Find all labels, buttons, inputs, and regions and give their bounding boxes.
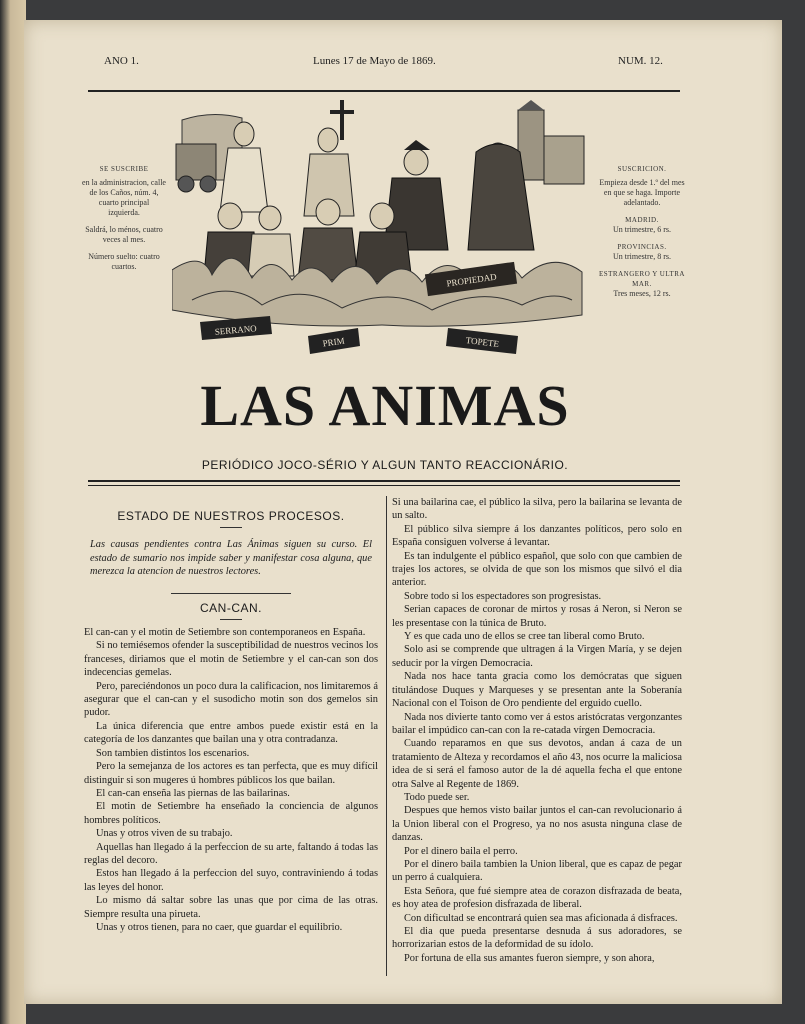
article-paragraph: Despues que hemos visto bailar juntos el can-can revolucionario á la Union liberal con el Progreso, ya no nos asusta ninguna clase de danzas. bbox=[392, 805, 682, 844]
sidebar-right-heading: SUSCRICION. bbox=[617, 165, 667, 173]
masthead-number: NUM. 12. bbox=[618, 55, 663, 67]
sidebar-right-note: Empieza desde 1.º del mes en que se haga. Importe adelantado. bbox=[599, 178, 685, 207]
article-paragraph: El can-can enseña las piernas de las bailarinas. bbox=[96, 787, 290, 799]
article-paragraph: Unas y otros viven de su trabajo. bbox=[96, 828, 233, 840]
newspaper-subtitle: PERIÓDICO JOCO-SÉRIO Y ALGUN TANTO REACCIONÁRIO. bbox=[201, 458, 569, 472]
engraving-figures bbox=[204, 122, 534, 282]
abroad-label: ESTRANGERO Y ULTRA MAR. bbox=[598, 270, 685, 288]
sidebar-left-address: en la administracion, calle de los Caños, núm. 4, cuarto principal izquierda. bbox=[82, 178, 166, 217]
provinces-label: PROVINCIAS. bbox=[617, 243, 667, 251]
book-label: PROPIEDAD bbox=[445, 271, 498, 289]
article-paragraph: Unas y otros tienen, para no caer, que guardar el equilibrio. bbox=[96, 921, 343, 933]
sidebar-left bbox=[82, 164, 166, 279]
banner-topete: TOPETE bbox=[465, 335, 500, 350]
left-column bbox=[84, 496, 378, 934]
article-paragraph: El can-can y el motin de Setiembre son contemporaneos en España. bbox=[84, 627, 366, 639]
banner-prim: PRIM bbox=[321, 335, 346, 349]
article-paragraph: El dia que pueda presentarse desnuda á sus adoradores, se horrorizarian estos de la deformidad de su ídolo. bbox=[392, 926, 682, 951]
book-binding bbox=[0, 0, 26, 1024]
article-paragraph: Aquellas han llegado á la perfeccion de su arte, faltando á todas las reglas del decoro. bbox=[84, 841, 378, 866]
newspaper-title: LAS ANIMAS bbox=[200, 373, 570, 438]
article-paragraph: Si una bailarina cae, el público la silva, pero la bailarina se levanta de un salto. bbox=[392, 497, 682, 522]
right-column bbox=[392, 496, 682, 965]
banner-serrano: SERRANO bbox=[214, 323, 258, 337]
sidebar-left-price: Número suelto: cuatro cuartos. bbox=[88, 252, 160, 271]
masthead-date: Lunes 17 de Mayo de 1869. bbox=[313, 55, 436, 67]
heading-dash bbox=[220, 619, 242, 620]
provinces-price: Un trimestre, 8 rs. bbox=[613, 252, 671, 261]
article-paragraph: Y es que cada uno de ellos se cree tan liberal como Bruto. bbox=[404, 631, 645, 643]
article-paragraph: Por el dinero baila tambien la Union liberal, que es capaz de pegar un perro á cualquiera. bbox=[392, 858, 682, 884]
article-paragraph: Solo asi se comprende que ultragen á la Virgen María, y se dejen seducir por la vírgen Democracia. bbox=[392, 644, 682, 669]
article-paragraph: Nada nos divierte tanto como ver á estos aristócratas vergonzantes bailar el impúdico can-can con la re-catada vírgen Democracia. bbox=[392, 711, 682, 736]
sidebar-left-schedule: Saldrá, lo ménos, cuatro veces al mes. bbox=[85, 225, 163, 244]
madrid-price: Un trimestre, 6 rs. bbox=[613, 225, 671, 234]
section-ornament bbox=[171, 593, 291, 594]
article-paragraph: El motin de Setiembre ha enseñado la conciencia de algunos hombres políticos. bbox=[84, 801, 378, 826]
sidebar-right bbox=[598, 164, 686, 306]
column-separator bbox=[386, 496, 387, 976]
article-paragraph: Nada nos hace tanta gracia como los demócratas que siguen titulándose Duques y Marqueses y se presentan ante la Soberanía Nacional con el Toison de Oro pendiente del erguido cuello. bbox=[392, 671, 682, 710]
article-paragraph: Esta Señora, que fué siempre atea de corazon disfrazada de beata, es hoy atea de profesion disfrazada de liberal. bbox=[392, 885, 682, 911]
article-paragraph: Pero la semejanza de los actores es tan perfecta, que es muy difícil distinguir si son mugeres ú hombres públicos los que bailan. bbox=[84, 761, 378, 786]
article-paragraph: Serian capaces de coronar de mirtos y rosas á Neron, si Neron se les presentase con la túnica de Bruto. bbox=[392, 604, 682, 629]
article-paragraph: Sobre todo si los espectadores son progresistas. bbox=[404, 590, 602, 602]
article-paragraph: Por fortuna de ella sus amantes fueron siempre, y son ahora, bbox=[404, 952, 655, 964]
article-paragraph: Estos han llegado á la perfeccion del suyo, contraviniendo á todas las leyes del honor. bbox=[84, 868, 378, 893]
article-paragraph: Con dificultad se encontrará quien sea mas aficionada á disfraces. bbox=[404, 912, 678, 924]
masthead-rule bbox=[88, 90, 680, 92]
cancan-heading: CAN-CAN. bbox=[199, 600, 262, 615]
article-paragraph: Si no temiésemos ofender la susceptibilidad de nuestros vecinos los franceses, diriamos que el motin de Setiembre y el can-can son dos indecencias gemelas. bbox=[84, 640, 378, 679]
article-paragraph: Cuando reparamos en que sus devotos, andan á caza de un tratamiento de Alteza y recordamos el año 43, nos ocurre la maliciosa idea de si será el famoso autor de la dé aquella fecha el que entone otra Salve al Regente de 1869. bbox=[392, 738, 682, 790]
article-paragraph: Todo puede ser. bbox=[404, 791, 470, 803]
sidebar-left-heading: SE SUSCRIBE bbox=[99, 165, 149, 173]
article-paragraph: Pero, pareciéndonos un poco dura la calificacion, nos limitaremos á asegurar que el can-can y el susodicho motin son dos gemelos sin pudor. bbox=[84, 680, 378, 719]
procesos-intro: Las causas pendientes contra Las Ánimas siguen su curso. El estado de sumario nos impide saber y manifestar cosa alguna, que merezca la atencion de nuestros lectores. bbox=[90, 539, 372, 578]
article-paragraph: Por el dinero baila el perro. bbox=[404, 845, 518, 857]
title-rule-thin bbox=[88, 485, 680, 486]
article-paragraph: Lo mismo dá saltar sobre las unas que por cima de las otras. Siempre resulta una pirueta. bbox=[84, 895, 378, 920]
masthead-year: ANO 1. bbox=[104, 55, 139, 67]
article-paragraph: El público silva siempre á los danzantes políticos, pero solo en España consiguen volverse á levantar. bbox=[392, 523, 682, 549]
article-paragraph: Es tan indulgente el público español, que solo con que cambien de trajes los actores, se olvida de que son los mismos que silvó el dia anterior. bbox=[392, 550, 682, 589]
article-paragraph: Son tambien distintos los escenarios. bbox=[96, 747, 250, 759]
heading-dash bbox=[220, 527, 242, 528]
title-rule bbox=[88, 480, 680, 482]
procesos-heading: ESTADO DE NUESTROS PROCESOS. bbox=[117, 509, 345, 523]
madrid-label: MADRID. bbox=[625, 216, 659, 224]
abroad-price: Tres meses, 12 rs. bbox=[613, 289, 671, 298]
article-paragraph: La única diferencia que entre ambos puede existir está en la categoría de los danzantes que bailan una y otra contradanza. bbox=[84, 720, 378, 746]
masthead-engraving bbox=[172, 100, 592, 360]
